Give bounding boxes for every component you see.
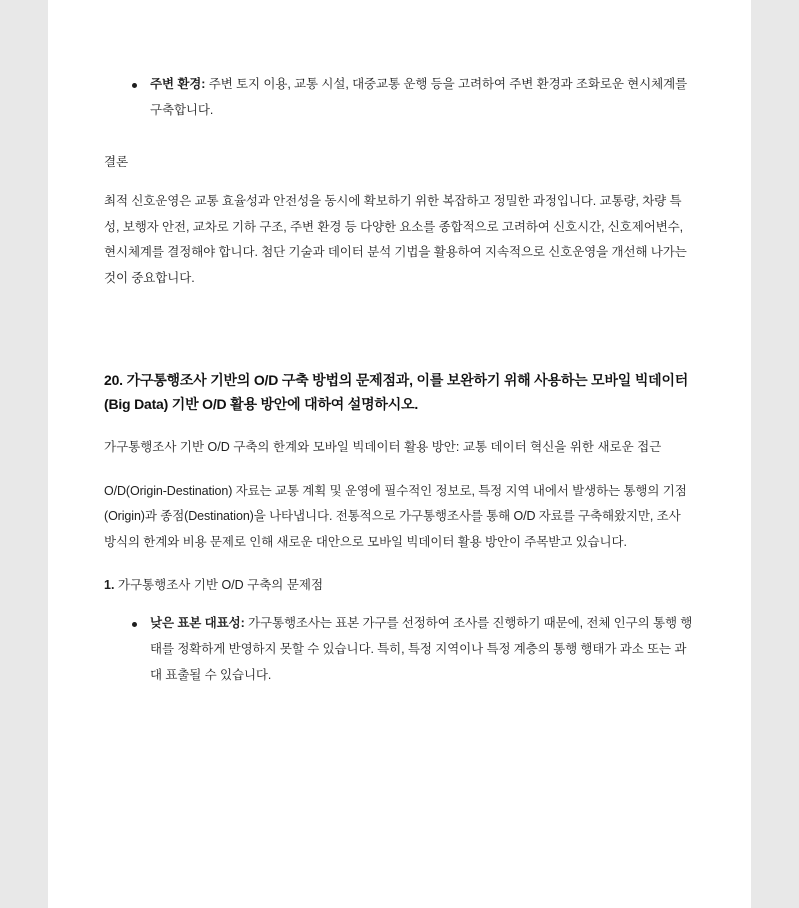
spacer bbox=[104, 141, 695, 151]
list-item bbox=[104, 72, 695, 123]
conclusion-label: 결론 bbox=[104, 155, 129, 170]
surrounding-environment-bullets bbox=[104, 72, 695, 123]
document-page bbox=[48, 0, 751, 908]
question-number: 20. bbox=[104, 371, 123, 388]
answer-subtitle: 가구통행조사 기반 O/D 구축의 한계와 모바일 빅데이터 활용 방안: 교통 데이터 혁신을 위한 새로운 접근 bbox=[104, 439, 662, 454]
section-title: 가구통행조사 기반 O/D 구축의 문제점 bbox=[114, 577, 324, 592]
question-20 bbox=[104, 368, 695, 416]
bullet-text: 가구통행조사는 표본 가구를 선정하여 조사를 진행하기 때문에, 전체 인구의 통행 행태를 정확하게 반영하지 못할 수 있습니다. 특히, 특정 지역이나 특정 계층의 통행 행태가 과소 또는 과대 표출될 수 있습니다. bbox=[150, 616, 693, 682]
bullet-text: 주변 토지 이용, 교통 시설, 대중교통 운행 등을 고려하여 주변 환경과 조화로운 현시체계를 구축합니다. bbox=[150, 77, 688, 117]
list-item bbox=[104, 611, 695, 688]
section-number: 1. bbox=[104, 577, 115, 592]
bullet-lead: 주변 환경: bbox=[150, 77, 206, 91]
bullet-lead: 낮은 표본 대표성: bbox=[150, 616, 245, 631]
od-intro-paragraph: O/D(Origin-Destination) 자료는 교통 계획 및 운영에 필수적인 정보로, 특정 지역 내에서 발생하는 통행의 기점(Origin)과 종점(Destination)을 나타냅니다. 전통적으로 가구통행조사를 통해 O/D 자료를 구축해왔지만, 조사 방식의 한계와 비용 문제로 인해 새로운 대안으로 모바일 빅데이터 활용 방안이 주목받고 있습니다. bbox=[104, 483, 687, 550]
document-content bbox=[104, 72, 695, 688]
conclusion-paragraph: 최적 신호운영은 교통 효율성과 안전성을 동시에 확보하기 위한 복잡하고 정밀한 과정입니다. 교통량, 차량 특성, 보행자 안전, 교차로 기하 구조, 주변 환경 등 다양한 요소를 종합적으로 고려하여 신호시간, 신호제어변수, 현시체계를 결정해야 합니다. 첨단 기술과 데이터 분석 기법을 활용하여 지속적으로 신호운영을 개선해 나가는 것이 중요합니다. bbox=[104, 194, 687, 285]
problem-bullets bbox=[104, 611, 695, 688]
section-1-heading bbox=[104, 574, 695, 598]
spacer bbox=[104, 310, 695, 368]
question-text: 가구통행조사 기반의 O/D 구축 방법의 문제점과, 이를 보완하기 위해 사용하는 모바일 빅데이터(Big Data) 기반 O/D 활용 방안에 대하여 설명하시오. bbox=[104, 371, 689, 412]
